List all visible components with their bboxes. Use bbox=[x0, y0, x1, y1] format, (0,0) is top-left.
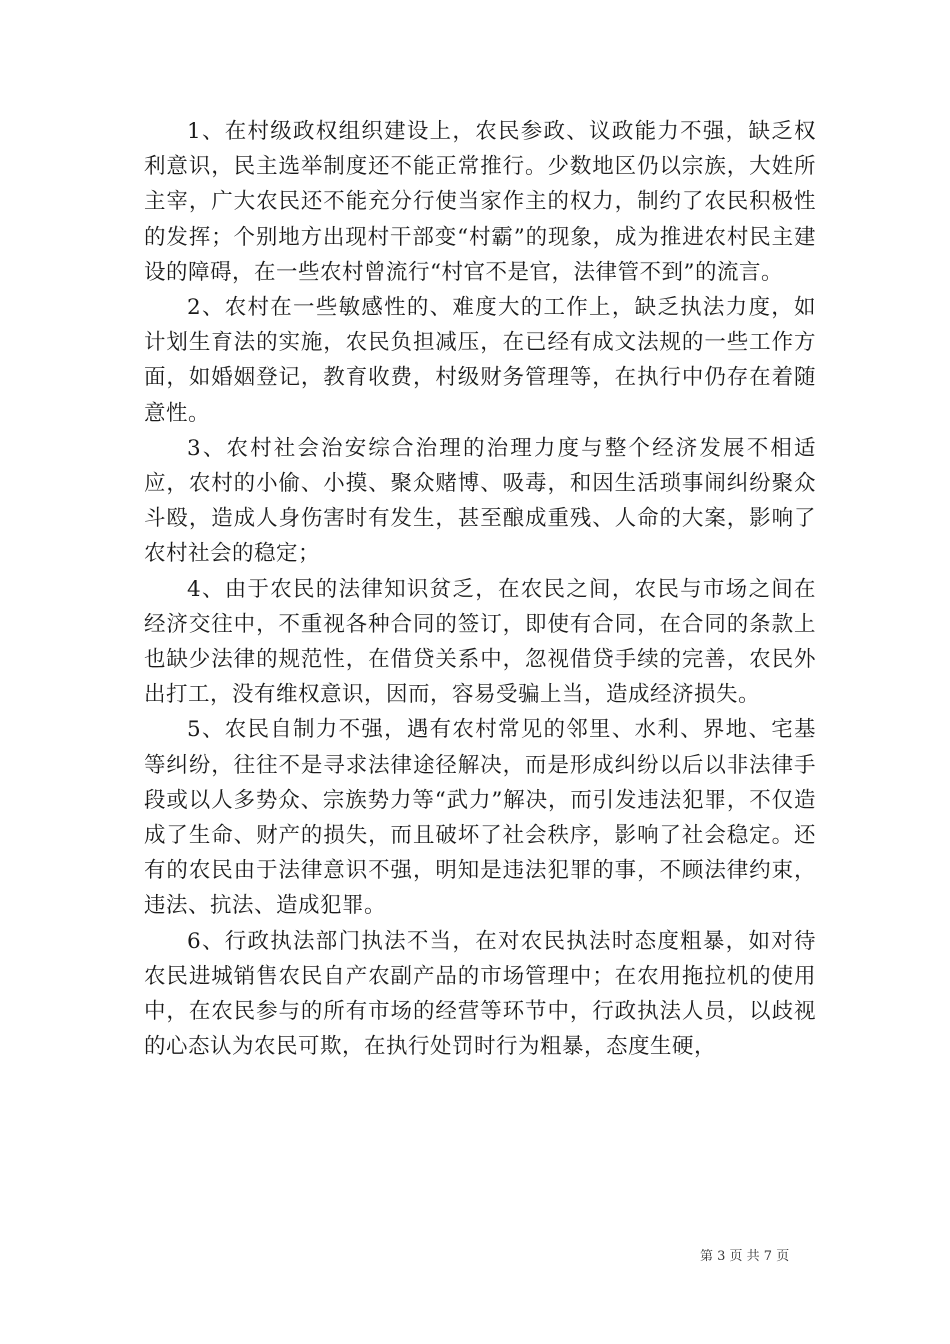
paragraph-6: 6、行政执法部门执法不当，在对农民执法时态度粗暴，如对待农民进城销售农民自产农副产品的市场管理中；在农用拖拉机的使用中，在农民参与的所有市场的经营等环节中，行政执法人员，以歧视的心态认为农民可欺，在执行处罚时行为粗暴，态度生硬， bbox=[144, 928, 816, 1060]
document-body bbox=[144, 114, 816, 1064]
paragraph-5: 5、农民自制力不强，遇有农村常见的邻里、水利、界地、宅基等纠纷，往往不是寻求法律途径解决，而是形成纠纷以后以非法律手段或以人多势众、宗族势力等“武力”解决，而引发违法犯罪，不仅造成了生命、财产的损失，而且破坏了社会秩序，影响了社会稳定。还有的农民由于法律意识不强，明知是违法犯罪的事，不顾法律约束，违法、抗法、造成犯罪。 bbox=[144, 717, 816, 919]
paragraph-1: 1、在村级政权组织建设上，农民参政、议政能力不强，缺乏权利意识，民主选举制度还不能正常推行。少数地区仍以宗族，大姓所主宰，广大农民还不能充分行使当家作主的权力，制约了农民积极性的发挥；个别地方出现村干部变“村霸”的现象，成为推进农村民主建设的障碍，在一些农村曾流行“村官不是官，法律管不到”的流言。 bbox=[144, 119, 816, 285]
paragraph-3: 3、农村社会治安综合治理的治理力度与整个经济发展不相适应，农村的小偷、小摸、聚众赌博、吸毒，和因生活琐事闹纠纷聚众斗殴，造成人身伤害时有发生，甚至酿成重残、人命的大案，影响了农村社会的稳定； bbox=[144, 435, 816, 567]
paragraph-2: 2、农村在一些敏感性的、难度大的工作上，缺乏执法力度，如计划生育法的实施，农民负担减压，在已经有成文法规的一些工作方面，如婚姻登记，教育收费，村级财务管理等，在执行中仍存在着随意性。 bbox=[144, 295, 816, 426]
page-number-footer: 第 3 页 共 7 页 bbox=[700, 1249, 790, 1264]
paragraph-4: 4、由于农民的法律知识贫乏，在农民之间，农民与市场之间在经济交往中，不重视各种合同的签订，即使有合同，在合同的条款上也缺少法律的规范性，在借贷关系中，忽视借贷手续的完善，农民外出打工，没有维权意识，因而，容易受骗上当，造成经济损失。 bbox=[144, 576, 816, 708]
